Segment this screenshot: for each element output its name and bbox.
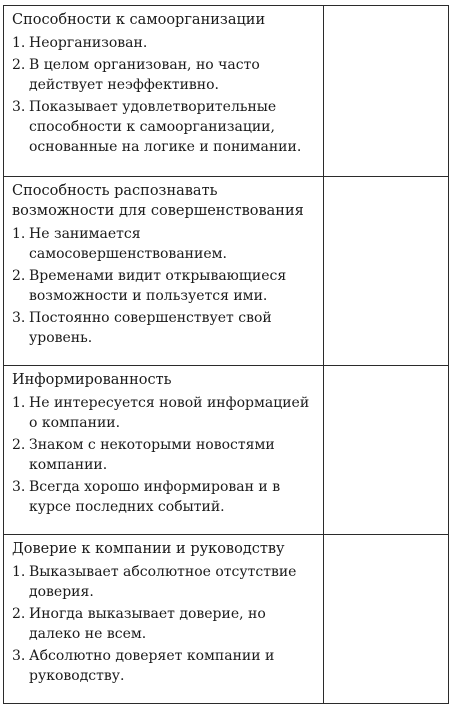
criterion-cell (4, 177, 324, 366)
criterion-cell (4, 535, 324, 704)
level-item (12, 33, 315, 53)
level-number: 2. (12, 606, 26, 622)
level-item (12, 562, 315, 602)
level-item (12, 393, 315, 433)
level-number: 3. (12, 479, 26, 495)
score-cell (324, 177, 449, 366)
level-item (12, 266, 315, 306)
level-number: 3. (12, 99, 26, 115)
score-cell (324, 366, 449, 535)
level-item (12, 477, 315, 517)
level-text: В целом организован, но часто действует неэффективно. (29, 57, 260, 93)
criterion-title: Способности к самоорганизации (12, 12, 266, 28)
level-text: Всегда хорошо информирован и в курсе последних событий. (29, 479, 281, 515)
level-text: Не занимается самосовершенствованием. (29, 226, 227, 262)
criterion-row (4, 366, 449, 535)
level-number: 1. (12, 564, 26, 580)
level-text: Не интересуется новой информацией о компании. (29, 395, 310, 431)
level-number: 1. (12, 226, 26, 242)
level-item (12, 224, 315, 264)
level-text: Временами видит открывающиеся возможности и пользуется ими. (29, 268, 287, 304)
level-text: Абсолютно доверяет компании и руководству. (29, 648, 275, 684)
level-item (12, 435, 315, 475)
criterion-title: Способность распознавать возможности для совершенствования (12, 183, 304, 219)
level-text: Показывает удовлетворительные способности к самоорганизации, основанные на логике и понимании. (29, 99, 302, 155)
level-number: 2. (12, 268, 26, 284)
level-number: 1. (12, 395, 26, 411)
criterion-row (4, 535, 449, 704)
level-number: 2. (12, 437, 26, 453)
criterion-cell (4, 6, 324, 177)
criterion-cell (4, 366, 324, 535)
level-item (12, 646, 315, 686)
criterion-row (4, 6, 449, 177)
level-number: 2. (12, 57, 26, 73)
criterion-title: Информированность (12, 372, 172, 388)
level-item (12, 604, 315, 644)
criterion-row (4, 177, 449, 366)
level-text: Неорганизован. (29, 35, 148, 51)
level-item (12, 55, 315, 95)
assessment-table (3, 5, 449, 704)
level-item (12, 97, 315, 157)
level-number: 3. (12, 648, 26, 664)
level-text: Постоянно совершенствует свой уровень. (29, 310, 272, 346)
score-cell (324, 535, 449, 704)
level-text: Знаком с некоторыми новостями компании. (29, 437, 275, 473)
score-cell (324, 6, 449, 177)
level-text: Иногда выказывает доверие, но далеко не всем. (29, 606, 266, 642)
level-number: 3. (12, 310, 26, 326)
level-text: Выказывает абсолютное отсутствие доверия. (29, 564, 297, 600)
criterion-title: Доверие к компании и руководству (12, 541, 285, 557)
level-number: 1. (12, 35, 26, 51)
level-item (12, 308, 315, 348)
